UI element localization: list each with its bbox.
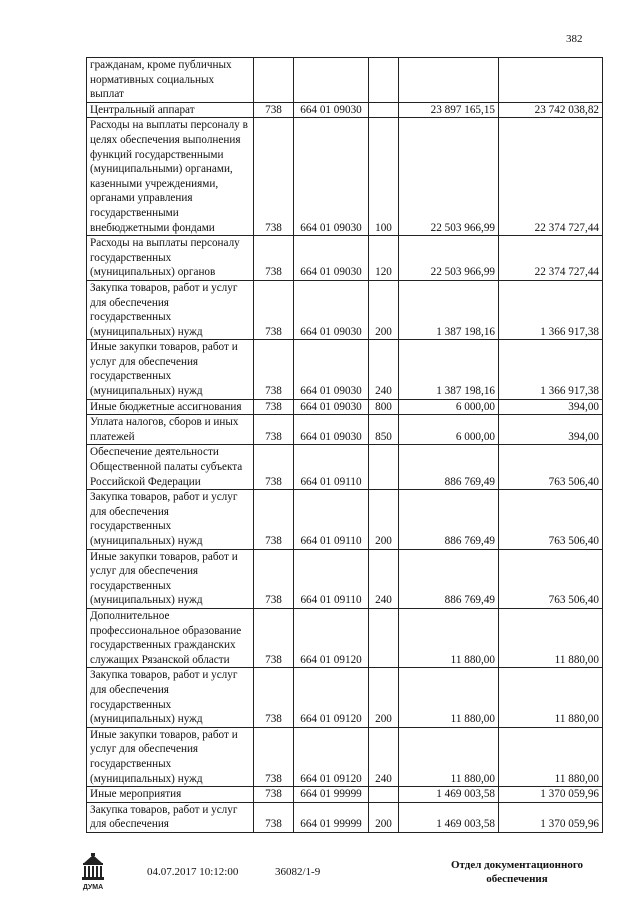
row-planned-amount-cell: 886 769,49 (399, 490, 499, 549)
footer-date: 04.07.2017 10:12:00 (147, 866, 239, 878)
row-planned-amount-cell: 886 769,49 (399, 549, 499, 608)
row-department-code-cell: 738 (254, 236, 294, 281)
table-row (87, 236, 603, 281)
row-target-article-cell: 664 01 09030 (294, 236, 369, 281)
row-executed-amount-cell: 1 370 059,96 (499, 802, 603, 832)
row-planned-amount-cell: 23 897 165,15 (399, 102, 499, 118)
footer-department-line1: Отдел документационного (450, 859, 584, 871)
table-row (87, 802, 603, 832)
duma-logo-icon (80, 853, 106, 893)
row-target-article-cell (294, 58, 369, 103)
footer-department (432, 858, 602, 886)
row-planned-amount-cell: 1 387 198,16 (399, 280, 499, 339)
table-row (87, 415, 603, 445)
table-row (87, 727, 603, 786)
row-planned-amount-cell: 886 769,49 (399, 445, 499, 490)
row-planned-amount-cell: 6 000,00 (399, 399, 499, 415)
table-row (87, 668, 603, 727)
row-name-cell: Закупка товаров, работ и услуг для обеспечения государственных (муниципальных) нужд (87, 280, 254, 339)
row-department-code-cell: 738 (254, 399, 294, 415)
row-planned-amount-cell: 11 880,00 (399, 668, 499, 727)
row-target-article-cell: 664 01 09110 (294, 549, 369, 608)
row-executed-amount-cell: 11 880,00 (499, 608, 603, 667)
row-expense-type-cell: 200 (369, 802, 399, 832)
table-row (87, 399, 603, 415)
row-expense-type-cell: 850 (369, 415, 399, 445)
row-department-code-cell: 738 (254, 118, 294, 236)
row-name-cell: Дополнительное профессиональное образование государственных гражданских служащих Рязанской области (87, 608, 254, 667)
table-row (87, 490, 603, 549)
row-expense-type-cell: 240 (369, 549, 399, 608)
budget-table-body (87, 58, 603, 833)
footer-department-line2: обеспечения (486, 873, 548, 885)
row-executed-amount-cell (499, 58, 603, 103)
svg-text:ДУМА: ДУМА (82, 884, 104, 891)
row-name-cell: Иные бюджетные ассигнования (87, 399, 254, 415)
row-department-code-cell: 738 (254, 280, 294, 339)
row-name-cell: Иные мероприятия (87, 787, 254, 803)
row-name-cell: Уплата налогов, сборов и иных платежей (87, 415, 254, 445)
row-target-article-cell: 664 01 09110 (294, 445, 369, 490)
row-executed-amount-cell: 22 374 727,44 (499, 236, 603, 281)
row-executed-amount-cell: 22 374 727,44 (499, 118, 603, 236)
row-expense-type-cell: 200 (369, 668, 399, 727)
table-row (87, 102, 603, 118)
row-executed-amount-cell: 763 506,40 (499, 445, 603, 490)
row-target-article-cell: 664 01 09030 (294, 280, 369, 339)
row-executed-amount-cell: 763 506,40 (499, 549, 603, 608)
row-planned-amount-cell: 1 469 003,58 (399, 802, 499, 832)
row-department-code-cell: 738 (254, 102, 294, 118)
row-expense-type-cell: 200 (369, 280, 399, 339)
row-department-code-cell: 738 (254, 668, 294, 727)
row-target-article-cell: 664 01 09120 (294, 668, 369, 727)
row-expense-type-cell: 240 (369, 727, 399, 786)
footer-doc-number: 36082/1-9 (275, 866, 321, 878)
row-department-code-cell: 738 (254, 549, 294, 608)
row-name-cell: Расходы на выплаты персоналу в целях обеспечения выполнения функций государственными (муниципальными) органами, казенными учреждениями, органами управления государственными внебюджетными фондами (87, 118, 254, 236)
row-executed-amount-cell: 763 506,40 (499, 490, 603, 549)
row-name-cell: Обеспечение деятельности Общественной палаты субъекта Российской Федерации (87, 445, 254, 490)
table-row (87, 549, 603, 608)
row-department-code-cell: 738 (254, 727, 294, 786)
row-name-cell: Закупка товаров, работ и услуг для обеспечения (87, 802, 254, 832)
row-planned-amount-cell: 22 503 966,99 (399, 236, 499, 281)
row-executed-amount-cell: 11 880,00 (499, 727, 603, 786)
row-expense-type-cell (369, 102, 399, 118)
row-department-code-cell: 738 (254, 608, 294, 667)
table-row (87, 340, 603, 399)
row-executed-amount-cell: 23 742 038,82 (499, 102, 603, 118)
page-number: 382 (566, 33, 583, 45)
row-department-code-cell: 738 (254, 802, 294, 832)
row-executed-amount-cell: 1 366 917,38 (499, 340, 603, 399)
row-name-cell: Расходы на выплаты персоналу государственных (муниципальных) органов (87, 236, 254, 281)
row-name-cell: Иные закупки товаров, работ и услуг для обеспечения государственных (муниципальных) нужд (87, 549, 254, 608)
row-name-cell: Центральный аппарат (87, 102, 254, 118)
row-department-code-cell: 738 (254, 415, 294, 445)
row-name-cell: Закупка товаров, работ и услуг для обеспечения государственных (муниципальных) нужд (87, 490, 254, 549)
row-expense-type-cell (369, 608, 399, 667)
row-name-cell: Иные закупки товаров, работ и услуг для обеспечения государственных (муниципальных) нужд (87, 340, 254, 399)
row-planned-amount-cell: 6 000,00 (399, 415, 499, 445)
row-planned-amount-cell: 11 880,00 (399, 608, 499, 667)
row-department-code-cell: 738 (254, 445, 294, 490)
row-target-article-cell: 664 01 09030 (294, 102, 369, 118)
table-row (87, 280, 603, 339)
row-department-code-cell: 738 (254, 490, 294, 549)
row-target-article-cell: 664 01 09120 (294, 608, 369, 667)
row-executed-amount-cell: 394,00 (499, 399, 603, 415)
row-target-article-cell: 664 01 09030 (294, 118, 369, 236)
row-name-cell: Иные закупки товаров, работ и услуг для обеспечения государственных (муниципальных) нужд (87, 727, 254, 786)
row-department-code-cell: 738 (254, 787, 294, 803)
row-name-cell: гражданам, кроме публичных нормативных социальных выплат (87, 58, 254, 103)
row-executed-amount-cell: 1 370 059,96 (499, 787, 603, 803)
row-target-article-cell: 664 01 09120 (294, 727, 369, 786)
table-row (87, 787, 603, 803)
row-expense-type-cell (369, 445, 399, 490)
row-target-article-cell: 664 01 09030 (294, 340, 369, 399)
row-planned-amount-cell: 1 387 198,16 (399, 340, 499, 399)
row-planned-amount-cell (399, 58, 499, 103)
row-target-article-cell: 664 01 09030 (294, 399, 369, 415)
footer (0, 845, 640, 905)
row-expense-type-cell (369, 787, 399, 803)
budget-table (86, 57, 603, 833)
row-expense-type-cell: 800 (369, 399, 399, 415)
row-planned-amount-cell: 11 880,00 (399, 727, 499, 786)
row-executed-amount-cell: 394,00 (499, 415, 603, 445)
table-row (87, 445, 603, 490)
row-target-article-cell: 664 01 99999 (294, 802, 369, 832)
row-expense-type-cell: 100 (369, 118, 399, 236)
row-expense-type-cell: 120 (369, 236, 399, 281)
row-expense-type-cell: 240 (369, 340, 399, 399)
row-name-cell: Закупка товаров, работ и услуг для обеспечения государственных (муниципальных) нужд (87, 668, 254, 727)
row-target-article-cell: 664 01 09030 (294, 415, 369, 445)
row-planned-amount-cell: 1 469 003,58 (399, 787, 499, 803)
row-executed-amount-cell: 11 880,00 (499, 668, 603, 727)
row-department-code-cell (254, 58, 294, 103)
table-row (87, 608, 603, 667)
row-target-article-cell: 664 01 09110 (294, 490, 369, 549)
row-planned-amount-cell: 22 503 966,99 (399, 118, 499, 236)
row-executed-amount-cell: 1 366 917,38 (499, 280, 603, 339)
table-row (87, 118, 603, 236)
row-target-article-cell: 664 01 99999 (294, 787, 369, 803)
row-department-code-cell: 738 (254, 340, 294, 399)
table-row (87, 58, 603, 103)
row-expense-type-cell: 200 (369, 490, 399, 549)
row-expense-type-cell (369, 58, 399, 103)
